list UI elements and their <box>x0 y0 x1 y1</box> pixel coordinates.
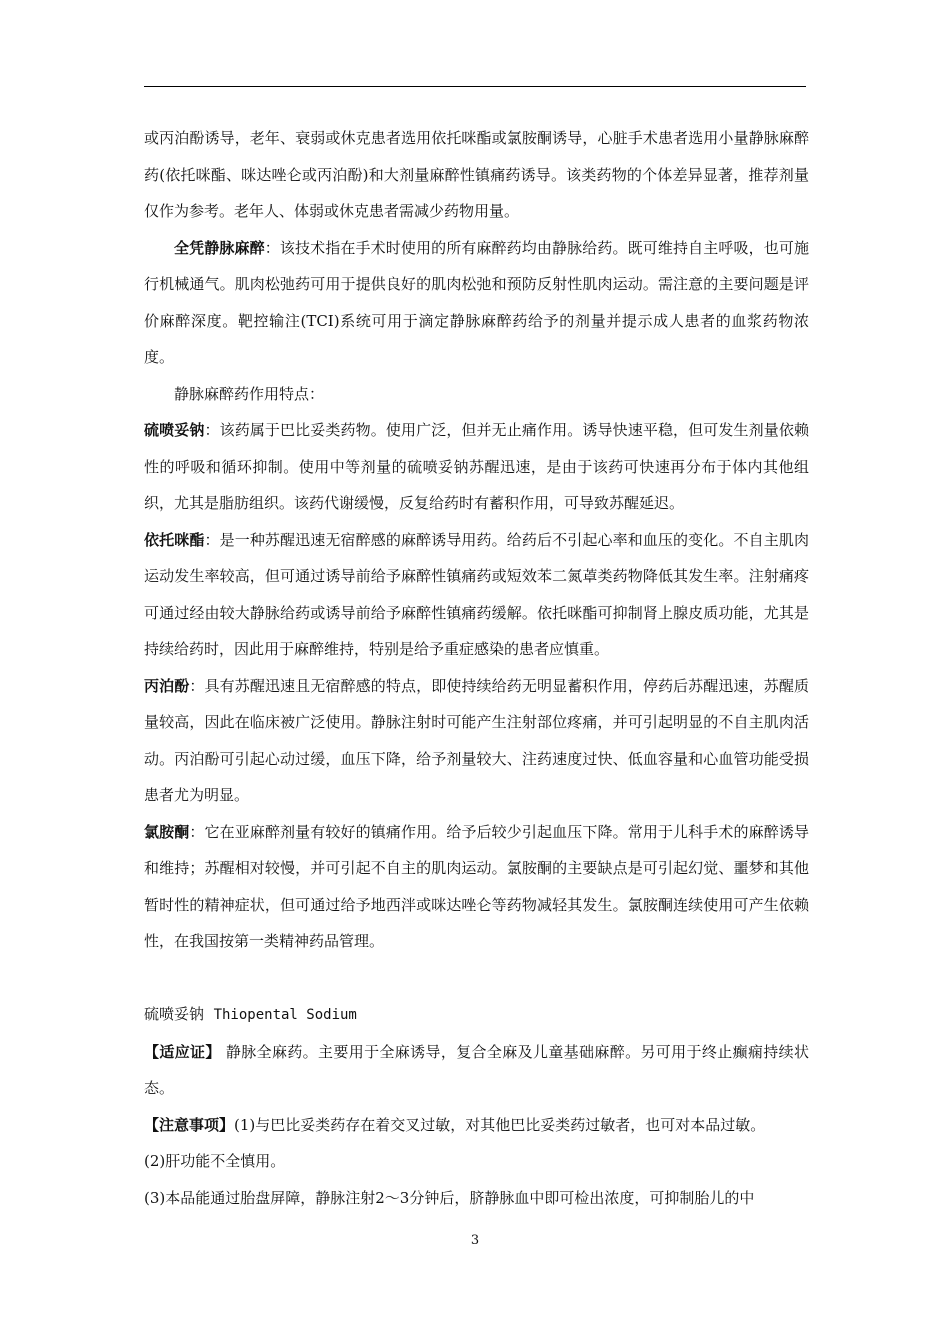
indication-text: 静脉全麻药。主要用于全麻诱导，复合全麻及儿童基础麻醉。另可用于终止癫痫持续状态。 <box>144 1042 809 1097</box>
precautions-label: 【注意事项】 <box>144 1115 235 1134</box>
indication-paragraph <box>144 1034 809 1107</box>
drug-text: ：具有苏醒迅速且无宿醉感的特点，即使持续给药无明显蓄积作用，停药后苏醒迅速，苏醒质量较高，因此在临床被广泛使用。静脉注射时可能产生注射部位疼痛，并可引起明显的不自主肌肉活动。丙泊酚可引起心动过缓，血压下降，给予剂量较大、注药速度过快、低血容量和心血管功能受损患者尤为明显。 <box>144 676 809 804</box>
section-gap <box>144 960 809 997</box>
monograph-title-cn: 硫喷妥钠 <box>144 1005 205 1023</box>
precautions-paragraph <box>144 1107 809 1144</box>
precaution-item: (3)本品能通过胎盘屏障，静脉注射2～3分钟后，脐静脉血中即可检出浓度，可抑制胎儿的中 <box>144 1188 755 1207</box>
drug-text: ：是一种苏醒迅速无宿醉感的麻醉诱导用药。给药后不引起心率和血压的变化。不自主肌肉运动发生率较高，但可通过诱导前给予麻醉性镇痛药或短效苯二氮䓬类药物降低其发生率。注射痛疼可通过经由较大静脉给药或诱导前给予麻醉性镇痛药缓解。依托咪酯可抑制肾上腺皮质功能，尤其是持续给药时，因此用于麻醉维持，特别是给予重症感染的患者应慎重。 <box>144 530 809 658</box>
precaution-item: (2)肝功能不全慎用。 <box>144 1152 286 1170</box>
drug-paragraph-thiopental <box>144 412 809 522</box>
page-body <box>144 120 809 1216</box>
monograph-title <box>144 996 809 1034</box>
drug-paragraph-ketamine <box>144 814 809 960</box>
drug-text: ：该药属于巴比妥类药物。使用广泛，但并无止痛作用。诱导快速平稳，但可发生剂量依赖性的呼吸和循环抑制。使用中等剂量的硫喷妥钠苏醒迅速，是由于该药可快速再分布于体内其他组织，尤其是脂肪组织。该药代谢缓慢，反复给药时有蓄积作用，可导致苏醒延迟。 <box>144 421 809 512</box>
page-number: 3 <box>470 1233 480 1248</box>
drug-paragraph-propofol <box>144 668 809 814</box>
indication-label: 【适应证】 <box>144 1042 221 1061</box>
features-heading: 静脉麻醉药作用特点： <box>174 384 325 403</box>
drug-paragraph-etomidate <box>144 522 809 668</box>
precaution-item: (1)与巴比妥类药存在着交叉过敏，对其他巴比妥类药过敏者，也可对本品过敏。 <box>234 1115 766 1134</box>
drug-name: 氯胺酮 <box>144 822 190 841</box>
drug-text: ：它在亚麻醉剂量有较好的镇痛作用。给予后较少引起血压下降。常用于儿科手术的麻醉诱导和维持；苏醒相对较慢，并可引起不自主的肌肉运动。氯胺酮的主要缺点是可引起幻觉、噩梦和其他暂时性的精神症状，但可通过给予地西泮或咪达唑仑等药物减轻其发生。氯胺酮连续使用可产生依赖性，在我国按第一类精神药品管理。 <box>144 822 809 950</box>
monograph-title-en: Thiopental Sodium <box>213 1007 357 1023</box>
drug-name: 丙泊酚 <box>144 676 190 695</box>
tiva-text: ：该技术指在手术时使用的所有麻醉药均由静脉给药。既可维持自主呼吸，也可施行机械通气。肌肉松弛药可用于提供良好的肌肉松弛和预防反射性肌肉运动。需注意的主要问题是评价麻醉深度。靶控输注(TCI)系统可用于滴定静脉麻醉药给予的剂量并提示成人患者的血浆药物浓度。 <box>144 238 809 366</box>
header-rule <box>144 86 806 87</box>
drug-name: 依托咪酯 <box>144 530 205 549</box>
paragraph-induction: 或丙泊酚诱导，老年、衰弱或休克患者选用依托咪酯或氯胺酮诱导，心脏手术患者选用小量静脉麻醉药(依托咪酯、咪达唑仑或丙泊酚)和大剂量麻醉性镇痛药诱导。该类药物的个体差异显著，推荐剂量仅作为参考。老年人、体弱或休克患者需减少药物用量。 <box>144 129 809 220</box>
drug-name: 硫喷妥钠 <box>144 421 205 439</box>
paragraph-tiva <box>144 230 809 376</box>
tiva-term: 全凭静脉麻醉 <box>174 238 265 257</box>
